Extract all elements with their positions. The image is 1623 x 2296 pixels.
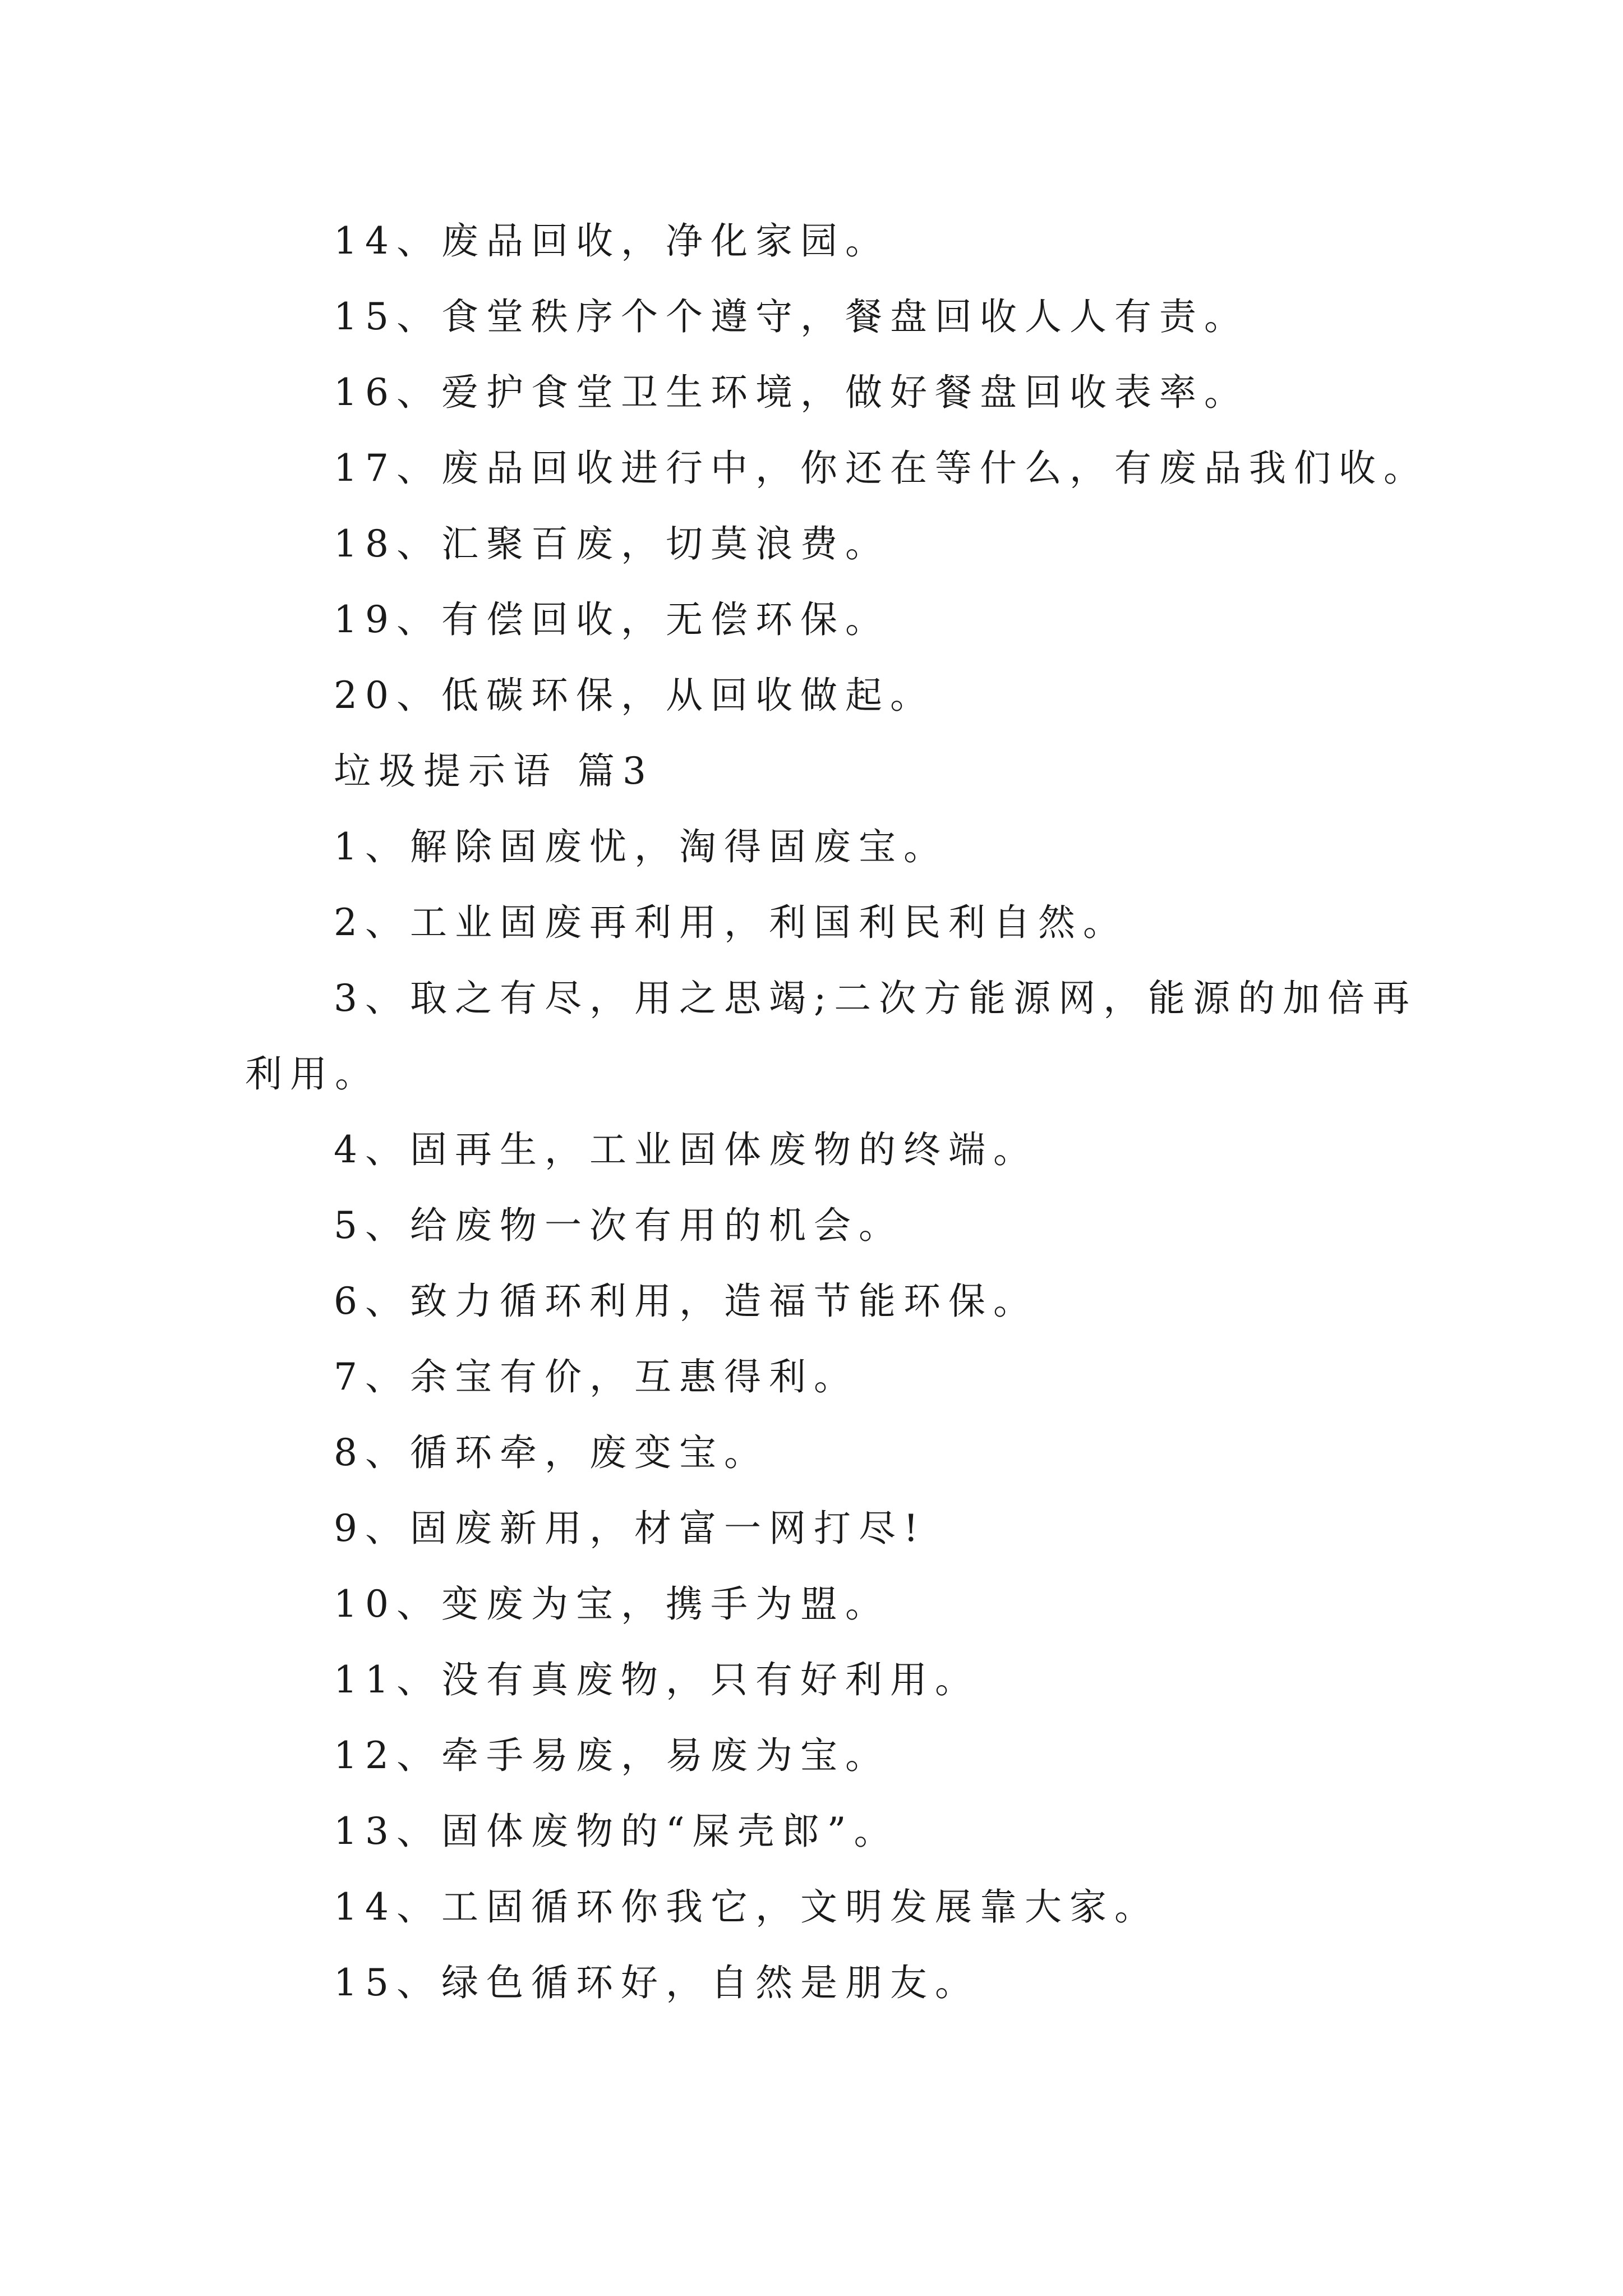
text-line: 7、余宝有价，互惠得利。 [334, 1355, 859, 1398]
text-line: 13、固体废物的“屎壳郎”。 [334, 1810, 899, 1853]
text-line: 19、有偿回收，无偿环保。 [334, 598, 890, 641]
text-line: 20、低碳环保，从回收做起。 [334, 674, 935, 717]
text-line: 10、变废为宝，携手为盟。 [334, 1582, 890, 1626]
text-line: 9、固废新用，材富一网打尽! [334, 1507, 926, 1550]
text-line: 11、没有真废物，只有好利用。 [334, 1658, 980, 1701]
section-heading: 垃圾提示语 篇3 [334, 749, 654, 793]
text-line: 6、致力循环利用，造福节能环保。 [334, 1280, 1038, 1323]
text-line: 15、绿色循环好，自然是朋友。 [334, 1961, 980, 2004]
text-line: 4、固再生，工业固体废物的终端。 [334, 1128, 1038, 1171]
text-line: 14、工固循环你我它，文明发展靠大家。 [334, 1885, 1159, 1929]
text-line: 1、解除固废忧，淘得固废宝。 [334, 825, 948, 868]
text-line: 18、汇聚百废，切莫浪费。 [334, 522, 890, 565]
text-line: 14、废品回收，净化家园。 [334, 219, 890, 263]
text-line: 3、取之有尽，用之思竭;二次方能源网，能源的加倍再 [334, 977, 1418, 1020]
text-line: 2、工业固废再利用，利国利民利自然。 [334, 901, 1128, 944]
text-line: 17、废品回收进行中，你还在等什么，有废品我们收。 [334, 447, 1428, 490]
text-line: 15、食堂秩序个个遵守，餐盘回收人人有责。 [334, 295, 1249, 338]
text-line-continuation: 利用。 [245, 1052, 380, 1096]
text-line: 16、爱护食堂卫生环境，做好餐盘回收表率。 [334, 371, 1249, 414]
text-line: 5、给废物一次有用的机会。 [334, 1204, 903, 1247]
text-line: 8、循环牵，废变宝。 [334, 1431, 769, 1474]
text-line: 12、牵手易废，易废为宝。 [334, 1734, 890, 1777]
